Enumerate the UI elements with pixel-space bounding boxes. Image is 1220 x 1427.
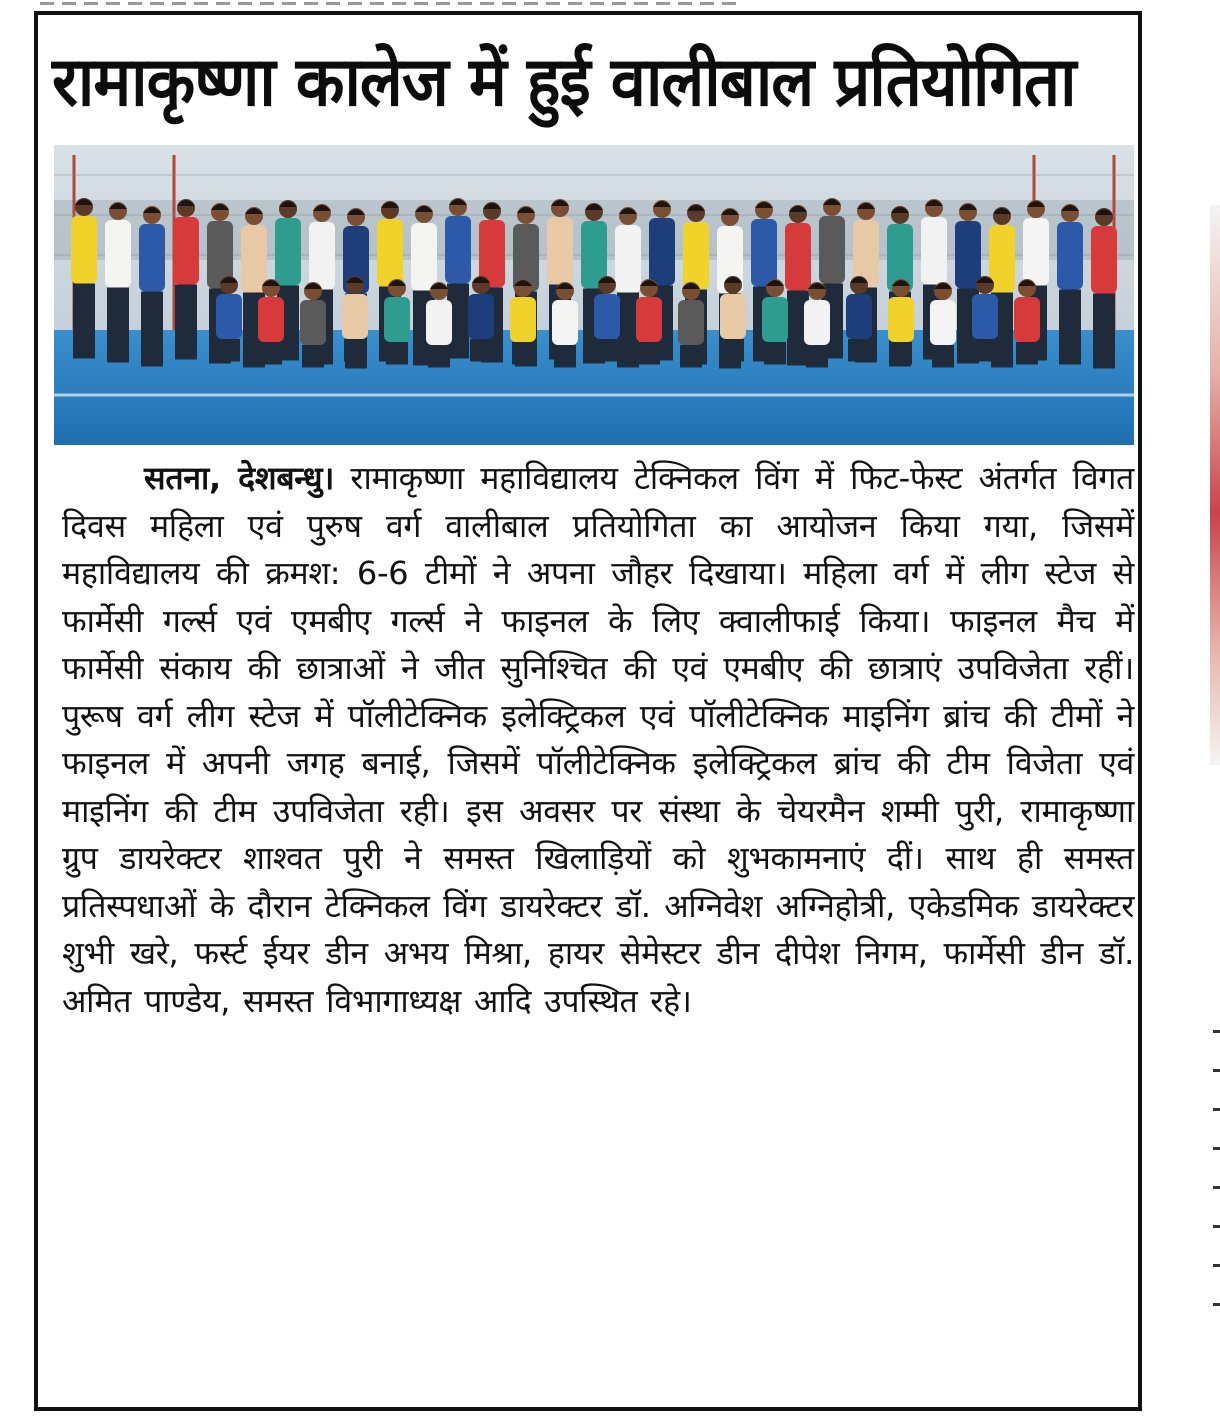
standing-player	[1057, 204, 1083, 365]
article-dateline: सतना, देशबन्धु।	[144, 459, 335, 497]
article-headline: रामाकृष्णा कालेज में हुई वालीबाल प्रतियोगिता	[52, 43, 1076, 122]
cut-off-text-line	[40, 2, 740, 5]
previous-article-fragment	[40, 0, 740, 10]
standing-player	[105, 202, 131, 363]
standing-player	[139, 206, 165, 367]
standing-player	[71, 198, 97, 359]
team-group-photo	[54, 145, 1134, 445]
standing-player	[615, 207, 641, 368]
group-photo-illustration	[54, 145, 1134, 445]
standing-player	[173, 199, 199, 360]
adjacent-photo-edge	[1210, 205, 1220, 765]
article-body-text: रामाकृष्णा महाविद्यालय टेक्निकल विंग में फिट-फेस्ट अंतर्गत विगत दिवस महिला एवं पुरुष वर्ग वालीबाल प्रतियोगिता का आयोजन किया गया, जिसमें महाविद्यालय की क्रमश: 6-6 टीमों ने अपना जौहर दिखाया। महिला वर्ग में लीग स्टेज से फार्मेसी गर्ल्स एवं एमबीए गर्ल्स ने फाइनल के लिए क्वालीफाई किया। फाइनल मैच में फार्मेसी संकाय की छात्राओं ने जीत सुनिश्चित की एवं एमबीए की छात्राएं उपविजेता रहीं। पुरूष वर्ग लीग स्टेज में पॉलीटेक्निक इलेक्ट्रिकल एवं पॉलीटेक्निक माइनिंग ब्रांच की टीमों ने फाइनल में अपनी जगह बनाई, जिसमें पॉलीटेक्निक इलेक्ट्रिकल ब्रांच की टीम विजेता एवं माइनिंग की टीम उपविजेता रही। इस अवसर पर संस्था के चेयरमैन शम्मी पुरी, रामाकृष्णा ग्रुप डायरेक्टर शाश्वत पुरी ने समस्त खिलाड़ियों को शुभकामनाएं दीं। साथ ही समस्त प्रतिस्पधाओं के दौरान टेक्निकल विंग डायरेक्टर डॉ. अग्निवेश अग्निहोत्री, एकेडमिक डायरेक्टर शुभी खरे, फर्स्ट ईयर डीन अभय मिश्रा, हायर सेमेस्टर डीन दीपेश निगम, फार्मेसी डीन डॉ. अमित पाण्डेय, समस्त विभागाध्यक्ष आदि उपस्थित रहे।	[62, 459, 1134, 1020]
standing-player	[1091, 208, 1117, 369]
article-body	[62, 455, 1134, 1025]
article-paragraph	[62, 455, 1134, 1025]
news-article	[34, 11, 1142, 1411]
adjacent-text-edge	[1213, 1030, 1220, 1330]
